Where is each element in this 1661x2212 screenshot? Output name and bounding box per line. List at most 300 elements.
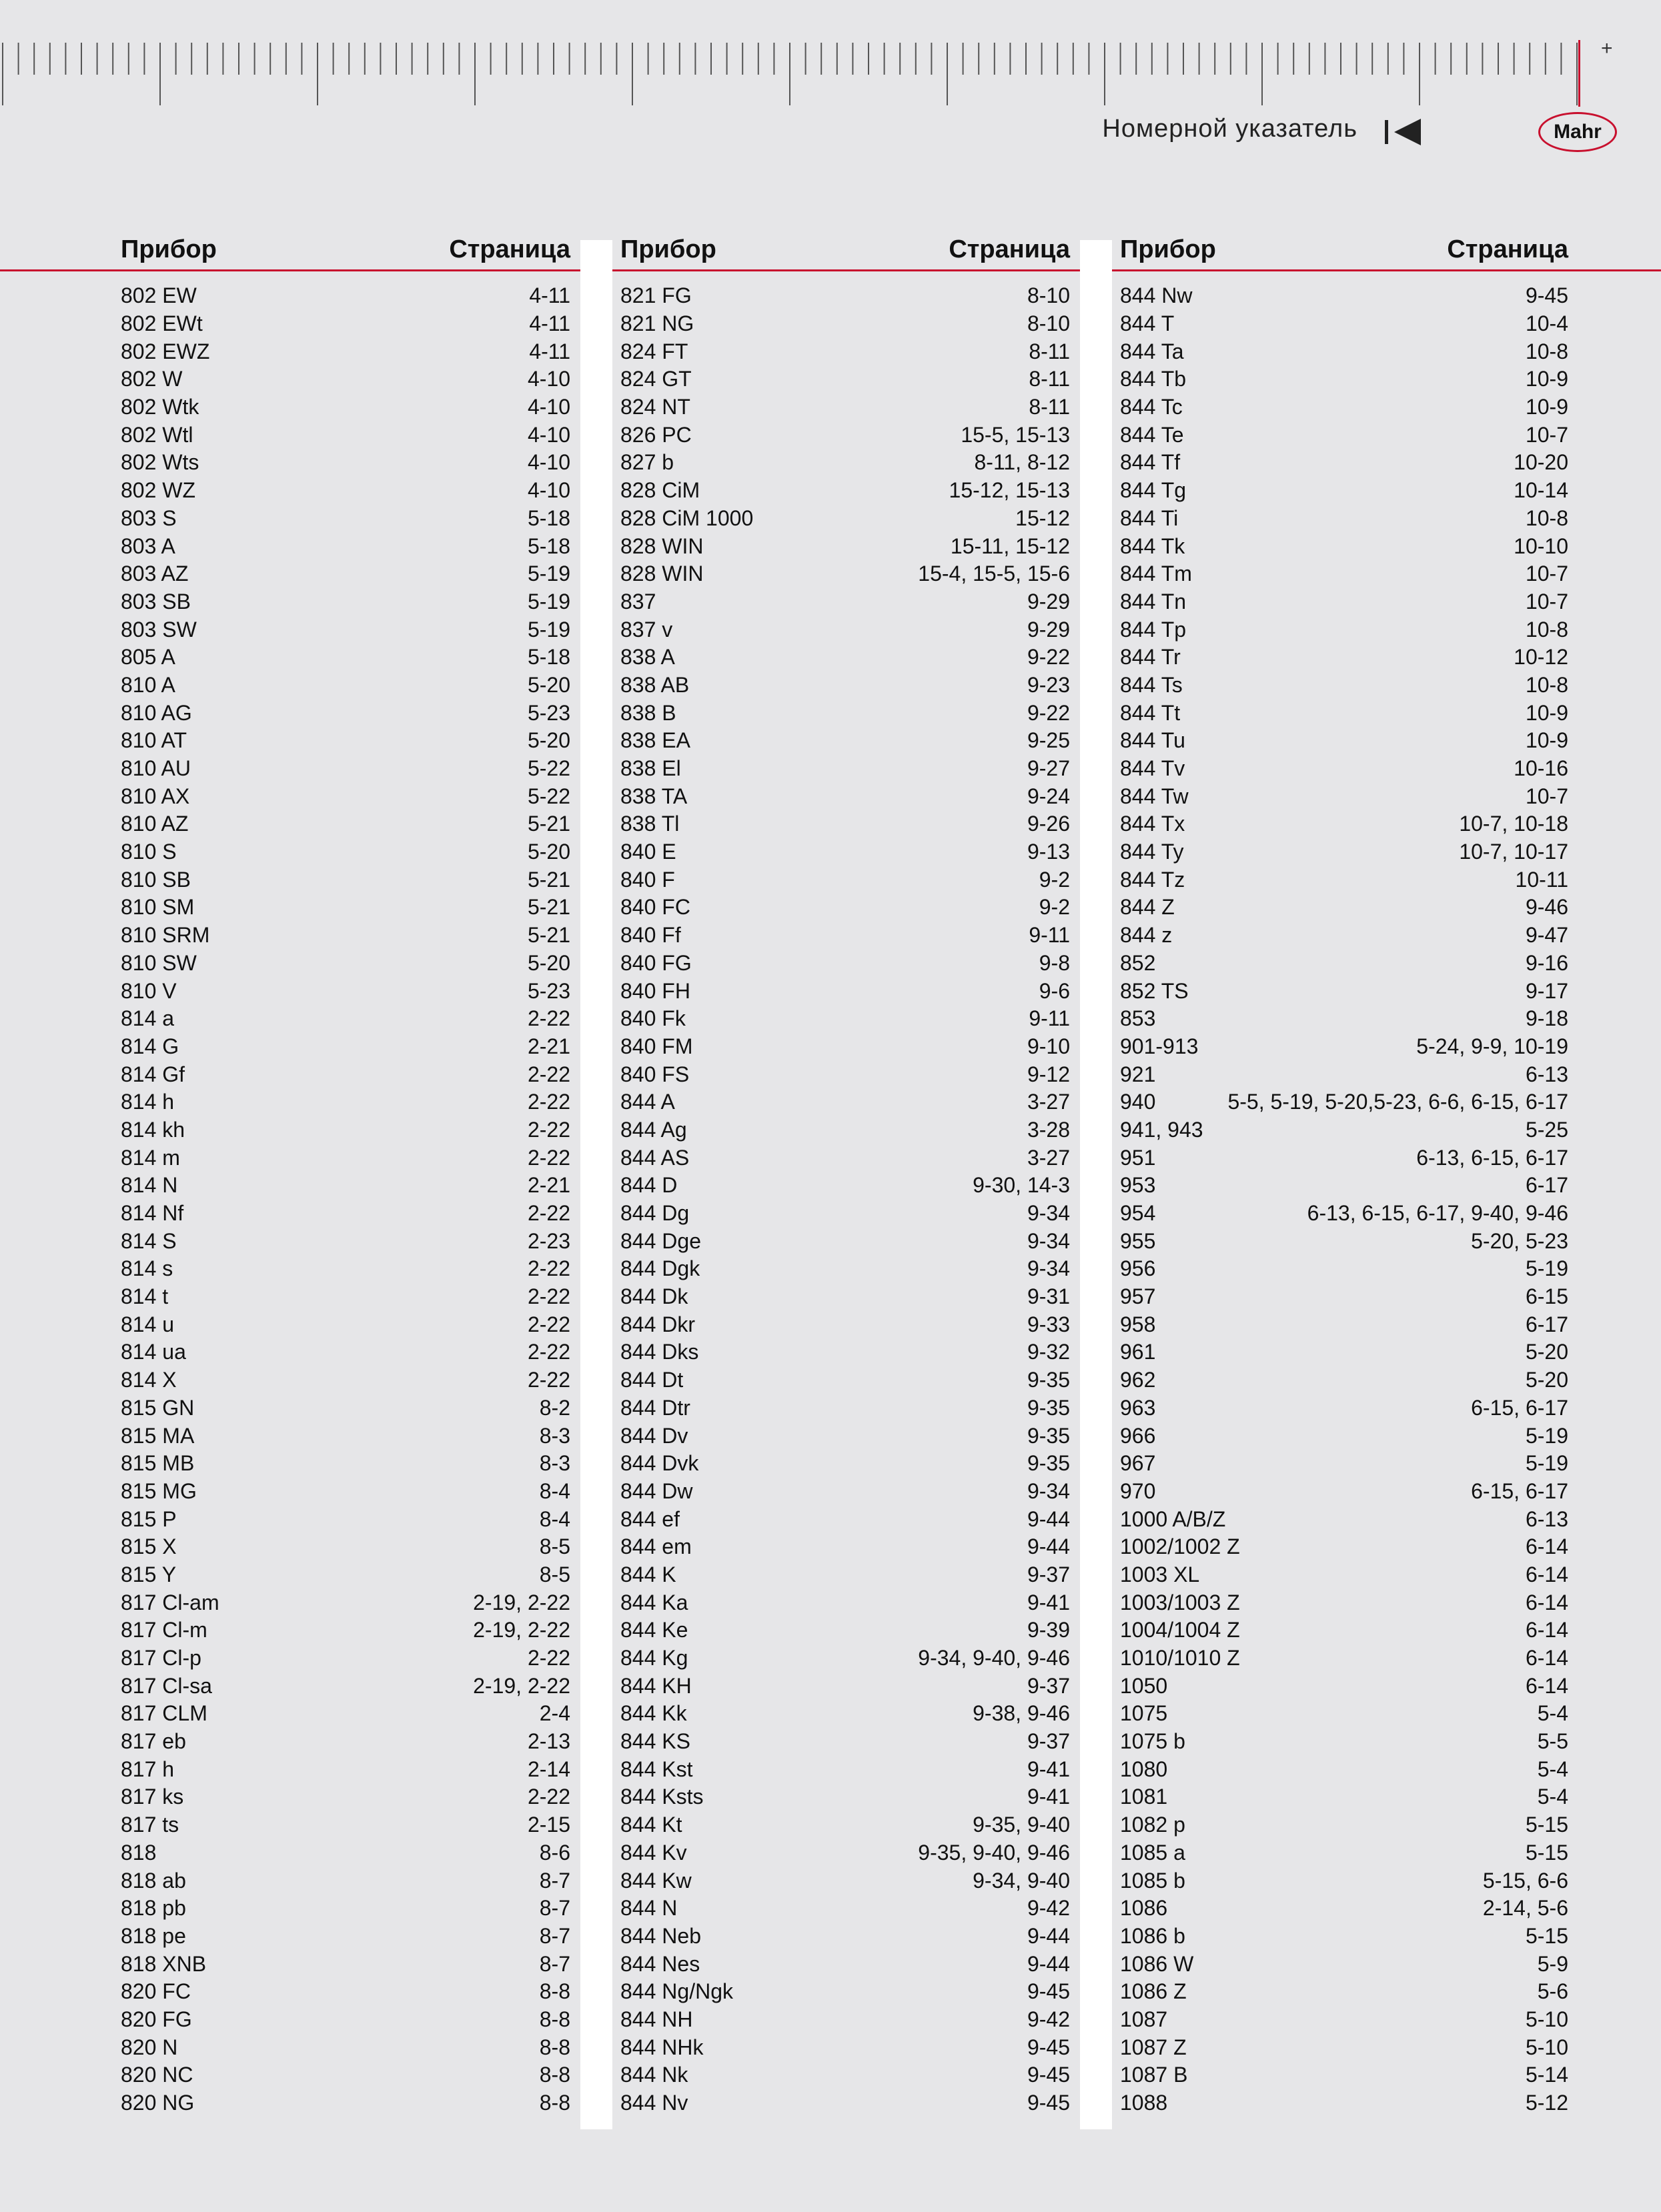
- page-ref: 10-16: [1514, 756, 1568, 781]
- device-name: 1010/1010 Z: [1120, 1646, 1240, 1671]
- device-name: 803 S: [121, 505, 177, 530]
- page-ref: 6-13: [1525, 1062, 1568, 1086]
- index-row: [121, 2089, 570, 2117]
- back-arrow-icon[interactable]: [1394, 119, 1421, 145]
- page-ref: 5-22: [527, 756, 570, 781]
- page-ref: 8-4: [539, 1506, 570, 1531]
- page-ref: 10-7, 10-18: [1459, 812, 1568, 836]
- index-row: [620, 560, 1070, 588]
- index-row: [121, 1033, 570, 1061]
- index-row: [121, 922, 570, 950]
- page-ref: 8-2: [539, 1395, 570, 1420]
- device-name: 1087: [1120, 2007, 1168, 2031]
- device-name: 844 Dge: [620, 1228, 701, 1253]
- device-name: 818 XNB: [121, 1951, 207, 1976]
- index-row: [121, 1588, 570, 1616]
- device-name: 817 ks: [121, 1785, 184, 1809]
- index-row: [620, 365, 1070, 393]
- device-name: 820 NG: [121, 2091, 195, 2115]
- device-name: 838 AB: [620, 672, 690, 697]
- device-name: 953: [1120, 1173, 1156, 1198]
- page-ref: 6-13: [1525, 1506, 1568, 1531]
- page-ref: 10-9: [1525, 367, 1568, 391]
- page-ref: 9-27: [1027, 756, 1070, 781]
- device-name: 837 v: [620, 617, 673, 642]
- device-name: 844 Kw: [620, 1868, 692, 1893]
- device-name: 815 P: [121, 1506, 177, 1531]
- device-name: 815 GN: [121, 1395, 195, 1420]
- index-row: [1120, 1116, 1568, 1144]
- page-ref: 5-25: [1525, 1117, 1568, 1142]
- device-name: 814 u: [121, 1312, 175, 1336]
- index-row: [1120, 449, 1568, 477]
- index-row: [620, 477, 1070, 505]
- header-device: Прибор: [620, 235, 716, 263]
- index-row: [121, 727, 570, 755]
- device-name: 826 PC: [620, 422, 692, 447]
- column-gutter-2: [1080, 240, 1112, 2129]
- device-name: 821 NG: [620, 311, 694, 336]
- index-row: [620, 1895, 1070, 1923]
- page-ref: 9-34, 9-40, 9-46: [918, 1646, 1070, 1671]
- page-title: Номерной указатель: [1102, 115, 1357, 143]
- page-ref: 10-11: [1515, 867, 1568, 892]
- index-row: [1120, 838, 1568, 866]
- page-ref: 2-13: [527, 1729, 570, 1754]
- device-name: 844 Kk: [620, 1701, 687, 1726]
- page-ref: 9-22: [1027, 700, 1070, 725]
- index-row: [121, 1672, 570, 1700]
- page-ref: 10-7: [1525, 589, 1568, 614]
- page-ref: 5-4: [1537, 1757, 1568, 1781]
- page-ref: 6-15, 6-17: [1471, 1478, 1568, 1503]
- page-ref: 10-8: [1525, 505, 1568, 530]
- column-header: [620, 232, 1070, 267]
- index-row: [620, 644, 1070, 672]
- page-ref: 5-20, 5-23: [1471, 1228, 1568, 1253]
- index-row: [121, 337, 570, 365]
- device-name: 844 K: [620, 1562, 676, 1586]
- device-name: 844 Tv: [1120, 756, 1185, 781]
- device-name: 844 D: [620, 1173, 678, 1198]
- device-name: 817 h: [121, 1757, 175, 1781]
- device-name: 951: [1120, 1145, 1156, 1170]
- index-row: [1120, 1033, 1568, 1061]
- page-ref: 2-22: [527, 1117, 570, 1142]
- index-row: [620, 310, 1070, 338]
- page-ref: 10-7: [1525, 422, 1568, 447]
- device-name: 817 CLM: [121, 1701, 207, 1726]
- page-ref: 2-19, 2-22: [473, 1590, 570, 1614]
- device-name: 840 Ff: [620, 923, 681, 948]
- page-ref: 4-10: [527, 367, 570, 391]
- device-name: 838 B: [620, 700, 676, 725]
- page-ref: 15-12: [1015, 505, 1070, 530]
- index-row: [1120, 421, 1568, 449]
- index-row: [1120, 1478, 1568, 1506]
- index-row: [620, 1422, 1070, 1450]
- index-column-2: [620, 232, 1070, 2126]
- device-name: 803 SW: [121, 617, 197, 642]
- page-ref: 5-20: [1525, 1340, 1568, 1364]
- device-name: 817 Cl-p: [121, 1646, 201, 1671]
- page-ref: 10-20: [1514, 450, 1568, 475]
- index-row: [121, 1450, 570, 1478]
- device-name: 844 AS: [620, 1145, 690, 1170]
- page-ref: 2-21: [527, 1034, 570, 1058]
- page-ref: 6-14: [1525, 1646, 1568, 1671]
- page-ref: 9-46: [1525, 895, 1568, 920]
- device-name: 802 Wtl: [121, 422, 193, 447]
- device-name: 844 Ag: [620, 1117, 687, 1142]
- page-ref: 5-4: [1537, 1701, 1568, 1726]
- device-name: 844 z: [1120, 923, 1173, 948]
- page-ref: 5-19: [527, 617, 570, 642]
- device-name: 802 EWZ: [121, 339, 210, 363]
- index-row: [121, 1811, 570, 1839]
- index-row: [1120, 1227, 1568, 1255]
- page-ref: 3-27: [1027, 1090, 1070, 1114]
- index-row: [620, 2033, 1070, 2061]
- page-ref: 6-13, 6-15, 6-17, 9-40, 9-46: [1307, 1201, 1568, 1226]
- device-name: 838 A: [620, 645, 675, 670]
- page-ref: 15-4, 15-5, 15-6: [918, 562, 1070, 586]
- index-row: [1120, 1283, 1568, 1311]
- index-row: [1120, 672, 1568, 700]
- device-name: 840 Fk: [620, 1006, 686, 1031]
- index-row: [620, 810, 1070, 838]
- index-row: [620, 977, 1070, 1005]
- page-ref: 2-22: [527, 1646, 570, 1671]
- index-row: [1120, 282, 1568, 310]
- device-name: 1075: [1120, 1701, 1168, 1726]
- page-ref: 4-10: [527, 450, 570, 475]
- device-name: 958: [1120, 1312, 1156, 1336]
- index-row: [121, 532, 570, 560]
- device-name: 1003/1003 Z: [1120, 1590, 1240, 1614]
- page-ref: 5-15: [1525, 1840, 1568, 1865]
- index-row: [1120, 782, 1568, 810]
- index-row: [620, 1700, 1070, 1728]
- device-name: 1080: [1120, 1757, 1168, 1781]
- device-name: 844 Tu: [1120, 728, 1185, 753]
- index-row: [620, 1728, 1070, 1756]
- index-row: [620, 922, 1070, 950]
- index-row: [121, 1172, 570, 1200]
- column-header: [121, 232, 570, 267]
- index-row: [121, 1366, 570, 1394]
- device-name: 853: [1120, 1006, 1156, 1031]
- index-row: [121, 755, 570, 783]
- index-row: [620, 755, 1070, 783]
- device-name: 814 Nf: [121, 1201, 184, 1226]
- index-row: [1120, 1561, 1568, 1589]
- page-ref: 9-35, 9-40, 9-46: [918, 1840, 1070, 1865]
- index-row: [121, 1227, 570, 1255]
- index-row: [620, 337, 1070, 365]
- device-name: 817 ts: [121, 1813, 179, 1837]
- index-rows: [121, 282, 570, 2117]
- page-ref: 2-14: [527, 1757, 570, 1781]
- page-ref: 2-23: [527, 1228, 570, 1253]
- device-name: 844 Ti: [1120, 505, 1179, 530]
- index-row: [1120, 1950, 1568, 1978]
- index-row: [620, 1588, 1070, 1616]
- device-name: 844 Tx: [1120, 812, 1185, 836]
- page-ref: 9-2: [1039, 867, 1070, 892]
- index-row: [1120, 1533, 1568, 1561]
- device-name: 844 Tk: [1120, 533, 1185, 558]
- index-row: [620, 1755, 1070, 1783]
- page-ref: 9-16: [1525, 950, 1568, 975]
- index-row: [1120, 2089, 1568, 2117]
- page-ref: 5-20: [527, 950, 570, 975]
- device-name: 844 NH: [620, 2007, 693, 2031]
- index-row: [121, 782, 570, 810]
- page-ref: 6-17: [1525, 1312, 1568, 1336]
- index-row: [121, 1005, 570, 1033]
- page-ref: 2-4: [539, 1701, 570, 1726]
- device-name: 820 FG: [121, 2007, 192, 2031]
- device-name: 844 Tc: [1120, 395, 1183, 419]
- device-name: 844 Nv: [620, 2091, 688, 2115]
- index-row: [620, 1811, 1070, 1839]
- page-ref: 10-8: [1525, 672, 1568, 697]
- index-row: [1120, 1450, 1568, 1478]
- page-ref: 4-11: [529, 339, 570, 363]
- index-row: [1120, 1700, 1568, 1728]
- page-ref: 6-14: [1525, 1673, 1568, 1698]
- page-ref: 8-11: [1029, 395, 1070, 419]
- device-name: 1075 b: [1120, 1729, 1185, 1754]
- index-row: [620, 1310, 1070, 1338]
- index-row: [620, 1366, 1070, 1394]
- index-row: [121, 1533, 570, 1561]
- page-ref: 6-15, 6-17: [1471, 1395, 1568, 1420]
- page-ref: 9-13: [1027, 840, 1070, 864]
- index-row: [1120, 977, 1568, 1005]
- device-name: 921: [1120, 1062, 1156, 1086]
- index-row: [121, 1144, 570, 1172]
- device-name: 814 S: [121, 1228, 177, 1253]
- device-name: 828 WIN: [620, 533, 704, 558]
- index-row: [1120, 616, 1568, 644]
- page-ref: 10-7, 10-17: [1459, 840, 1568, 864]
- index-row: [121, 1088, 570, 1116]
- device-name: 802 Wtk: [121, 395, 199, 419]
- page-ref: 10-9: [1525, 728, 1568, 753]
- device-name: 840 FG: [620, 950, 692, 975]
- page-ref: 9-41: [1027, 1590, 1070, 1614]
- index-row: [1120, 894, 1568, 922]
- device-name: 844 Tn: [1120, 589, 1187, 614]
- device-name: 844 Tp: [1120, 617, 1187, 642]
- page-ref: 8-8: [539, 2007, 570, 2031]
- index-row: [121, 1394, 570, 1422]
- device-name: 844 Nes: [620, 1951, 700, 1976]
- page-ref: 5-12: [1525, 2091, 1568, 2115]
- device-name: 838 TA: [620, 784, 688, 808]
- index-row: [121, 1310, 570, 1338]
- page-ref: 10-4: [1525, 311, 1568, 336]
- device-name: 817 Cl-am: [121, 1590, 219, 1614]
- index-row: [121, 1060, 570, 1088]
- index-row: [1120, 1422, 1568, 1450]
- index-row: [121, 365, 570, 393]
- device-name: 956: [1120, 1256, 1156, 1281]
- page-ref: 2-19, 2-22: [473, 1618, 570, 1642]
- index-row: [1120, 1088, 1568, 1116]
- page-ref: 2-15: [527, 1813, 570, 1837]
- device-name: 814 ua: [121, 1340, 186, 1364]
- device-name: 844 Kst: [620, 1757, 693, 1781]
- device-name: 844 Dk: [620, 1284, 688, 1309]
- device-name: 828 WIN: [620, 562, 704, 586]
- device-name: 824 FT: [620, 339, 688, 363]
- device-name: 1086 Z: [1120, 1979, 1187, 2004]
- device-name: 844 ef: [620, 1506, 680, 1531]
- index-row: [121, 810, 570, 838]
- device-name: 802 EWt: [121, 311, 203, 336]
- device-name: 844 Dt: [620, 1368, 684, 1392]
- device-name: 844 Z: [1120, 895, 1175, 920]
- device-name: 844 Neb: [620, 1923, 701, 1948]
- index-row: [1120, 1616, 1568, 1644]
- device-name: 805 A: [121, 645, 175, 670]
- index-row: [620, 1644, 1070, 1673]
- index-row: [1120, 532, 1568, 560]
- page-ref: 3-27: [1027, 1145, 1070, 1170]
- column-gutter-1: [580, 240, 612, 2129]
- page-ref: 2-22: [527, 1090, 570, 1114]
- device-name: 817 Cl-sa: [121, 1673, 212, 1698]
- page-ref: 5-22: [527, 784, 570, 808]
- page-ref: 4-10: [527, 395, 570, 419]
- device-name: 1050: [1120, 1673, 1168, 1698]
- device-name: 817 Cl-m: [121, 1618, 207, 1642]
- index-row: [121, 1700, 570, 1728]
- device-name: 827 b: [620, 450, 674, 475]
- device-name: 840 FM: [620, 1034, 693, 1058]
- index-row: [620, 1923, 1070, 1951]
- index-row: [121, 282, 570, 310]
- index-row: [121, 1950, 570, 1978]
- index-row: [620, 1116, 1070, 1144]
- page-ref: 9-34: [1027, 1478, 1070, 1503]
- index-row: [1120, 1978, 1568, 2006]
- index-row: [121, 1478, 570, 1506]
- index-row: [121, 1783, 570, 1811]
- page-ref: 2-22: [527, 1312, 570, 1336]
- page-ref: 6-14: [1525, 1590, 1568, 1614]
- device-name: 814 a: [121, 1006, 175, 1031]
- index-row: [1120, 1672, 1568, 1700]
- device-name: 844 Dtr: [620, 1395, 690, 1420]
- device-name: 844 Nw: [1120, 283, 1193, 308]
- page-ref: 8-11: [1029, 339, 1070, 363]
- device-name: 810 SM: [121, 895, 195, 920]
- page-ref: 5-21: [527, 895, 570, 920]
- index-row: [620, 1561, 1070, 1589]
- column-header: [1120, 232, 1568, 267]
- index-row: [121, 1338, 570, 1366]
- page-ref: 9-35, 9-40: [973, 1813, 1070, 1837]
- index-row: [121, 1505, 570, 1533]
- page-ref: 9-33: [1027, 1312, 1070, 1336]
- page-ref: 9-37: [1027, 1673, 1070, 1698]
- page-ref: 9-6: [1039, 978, 1070, 1003]
- device-name: 955: [1120, 1228, 1156, 1253]
- page-ref: 15-12, 15-13: [949, 478, 1070, 503]
- index-row: [1120, 337, 1568, 365]
- index-row: [1120, 310, 1568, 338]
- page-ref: 8-5: [539, 1534, 570, 1559]
- page-ref: 8-8: [539, 2091, 570, 2115]
- page-ref: 9-34: [1027, 1228, 1070, 1253]
- page-ref: 8-4: [539, 1478, 570, 1503]
- index-row: [121, 616, 570, 644]
- index-row: [620, 1839, 1070, 1867]
- page-ref: 9-44: [1027, 1923, 1070, 1948]
- device-name: 844 Tz: [1120, 867, 1185, 892]
- device-name: 844 Dks: [620, 1340, 699, 1364]
- index-row: [1120, 1505, 1568, 1533]
- device-name: 844 N: [620, 1896, 678, 1921]
- page-ref: 5-20: [527, 728, 570, 753]
- ruler-scale: [0, 0, 1588, 113]
- page-ref: 4-10: [527, 422, 570, 447]
- device-name: 901-913: [1120, 1034, 1199, 1058]
- device-name: 967: [1120, 1451, 1156, 1476]
- device-name: 1081: [1120, 1785, 1168, 1809]
- device-name: 1003 XL: [1120, 1562, 1200, 1586]
- page-ref: 5-23: [527, 700, 570, 725]
- index-row: [121, 1728, 570, 1756]
- device-name: 814 G: [121, 1034, 179, 1058]
- device-name: 814 t: [121, 1284, 169, 1309]
- index-row: [1120, 1144, 1568, 1172]
- device-name: 844 Ke: [620, 1618, 688, 1642]
- device-name: 970: [1120, 1478, 1156, 1503]
- device-name: 844 Tm: [1120, 562, 1192, 586]
- index-row: [620, 1450, 1070, 1478]
- nav-bar-mark: [1385, 120, 1388, 144]
- device-name: 840 FC: [620, 895, 690, 920]
- device-name: 817 eb: [121, 1729, 186, 1754]
- page-ref: 9-30, 14-3: [973, 1173, 1070, 1198]
- index-row: [620, 1200, 1070, 1228]
- device-name: 844 Tr: [1120, 645, 1181, 670]
- index-row: [620, 532, 1070, 560]
- index-row: [1120, 2061, 1568, 2089]
- page-ref: 5-15: [1525, 1923, 1568, 1948]
- page-ref: 5-21: [527, 867, 570, 892]
- device-name: 810 AT: [121, 728, 187, 753]
- index-row: [1120, 755, 1568, 783]
- device-name: 840 FH: [620, 978, 690, 1003]
- page-ref: 9-37: [1027, 1562, 1070, 1586]
- header-device: Прибор: [1120, 235, 1216, 263]
- index-row: [620, 672, 1070, 700]
- index-row: [1120, 1588, 1568, 1616]
- device-name: 814 X: [121, 1368, 177, 1392]
- page-ref: 5-20: [527, 672, 570, 697]
- device-name: 844 Ng/Ngk: [620, 1979, 733, 2004]
- device-name: 844 em: [620, 1534, 692, 1559]
- device-name: 814 m: [121, 1145, 180, 1170]
- page-ref: 8-8: [539, 2035, 570, 2059]
- index-row: [121, 1978, 570, 2006]
